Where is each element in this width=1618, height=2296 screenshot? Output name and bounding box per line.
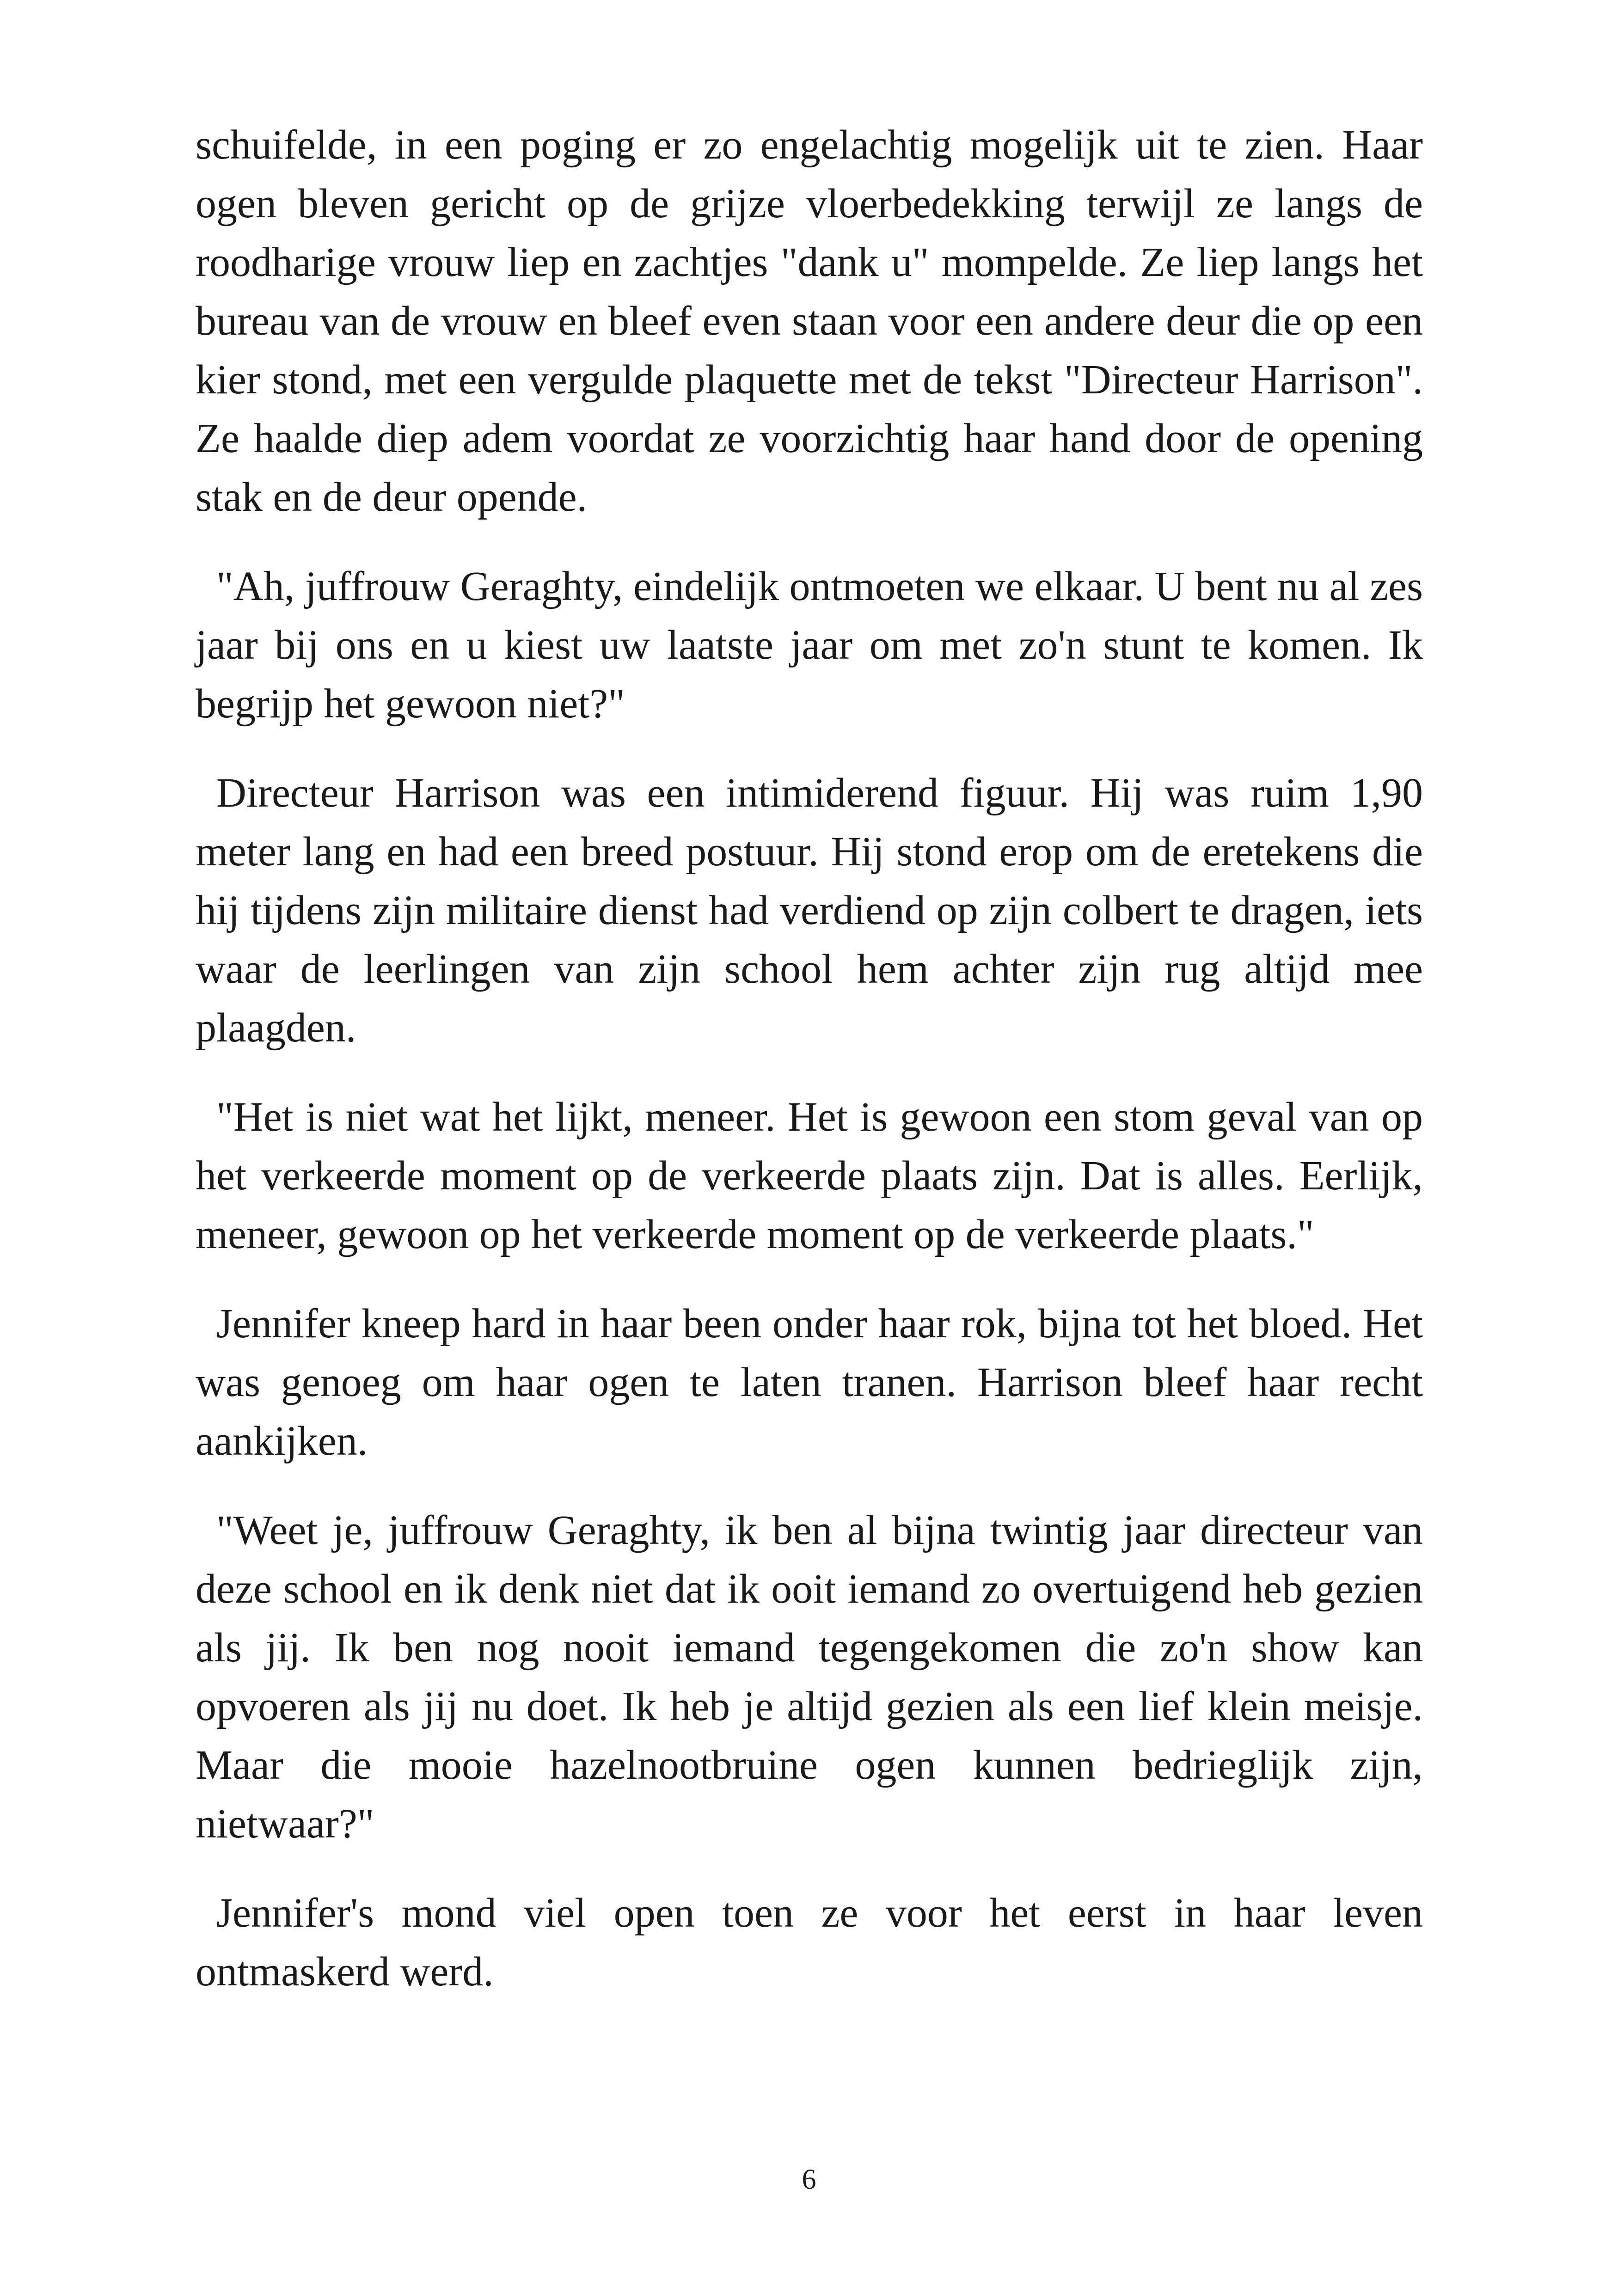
paragraph-7: Jennifer's mond viel open toen ze voor het eerst in haar leven ontmaskerd werd.	[196, 1890, 1423, 1995]
paragraph-4: "Het is niet wat het lijkt, meneer. Het is gewoon een stom geval van op het verkeerde moment op de verkeerde plaats zijn. Dat is alles. Eerlijk, meneer, gewoon op het verkeerde moment op de verkeerde plaats."	[196, 1094, 1423, 1257]
page-number: 6	[802, 2164, 816, 2195]
body-text	[196, 116, 1423, 2032]
paragraph-5: Jennifer kneep hard in haar been onder haar rok, bijna tot het bloed. Het was genoeg om haar ogen te laten tranen. Harrison bleef haar recht aankijken.	[196, 1301, 1423, 1464]
paragraph-6: "Weet je, juffrouw Geraghty, ik ben al bijna twintig jaar directeur van deze school en ik denk niet dat ik ooit iemand zo overtuigend heb gezien als jij. Ik ben nog nooit iemand tegengekomen die zo'n show kan opvoeren als jij nu doet. Ik heb je altijd gezien als een lief klein meisje. Maar die mooie hazelnootbruine ogen kunnen bedrieglijk zijn, nietwaar?"	[196, 1507, 1423, 1847]
paragraph-3: Directeur Harrison was een intimiderend figuur. Hij was ruim 1,90 meter lang en had een breed postuur. Hij stond erop om de eretekens die hij tijdens zijn militaire dienst had verdiend op zijn colbert te dragen, iets waar de leerlingen van zijn school hem achter zijn rug altijd mee plaagden.	[196, 770, 1423, 1051]
paragraph-1: schuifelde, in een poging er zo engelachtig mogelijk uit te zien. Haar ogen bleven gericht op de grijze vloerbedekking terwijl ze langs de roodharige vrouw liep en zachtjes "dank u" mompelde. Ze liep langs het bureau van de vrouw en bleef even staan voor een andere deur die op een kier stond, met een vergulde plaquette met de tekst "Directeur Harrison". Ze haalde diep adem voordat ze voorzichtig haar hand door de opening stak en de deur opende.	[196, 122, 1423, 520]
paragraph-2: "Ah, juffrouw Geraghty, eindelijk ontmoeten we elkaar. U bent nu al zes jaar bij ons en u kiest uw laatste jaar om met zo'n stunt te komen. Ik begrijp het gewoon niet?"	[196, 563, 1423, 727]
